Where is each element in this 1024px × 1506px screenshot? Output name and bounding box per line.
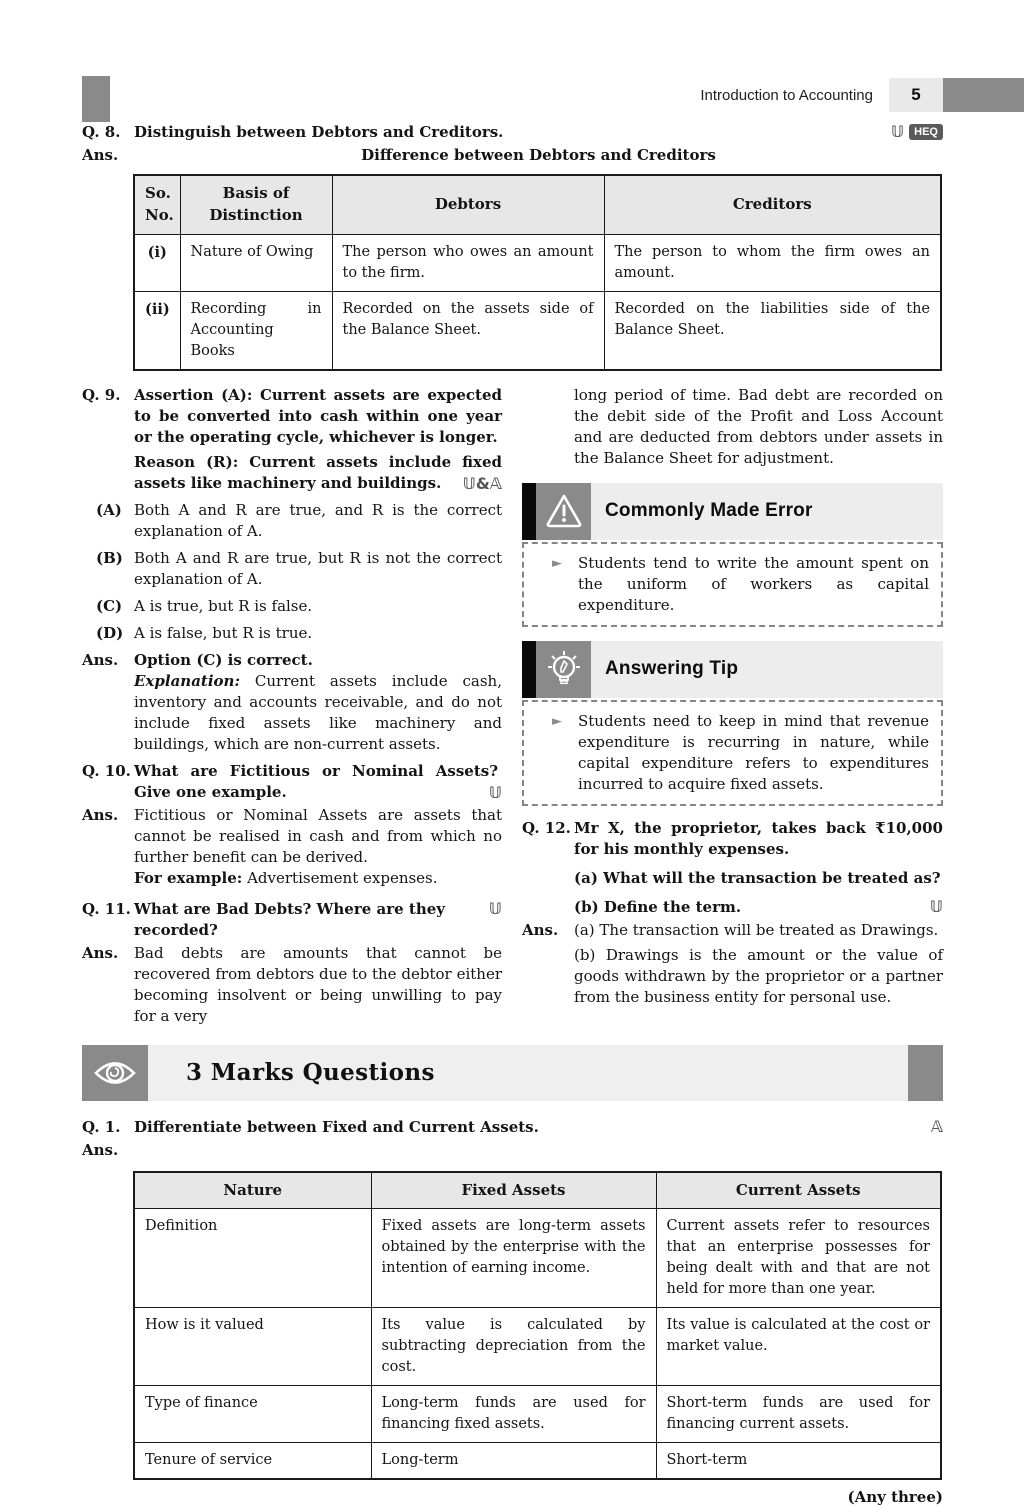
table-footnote: (Any three) [847, 1488, 943, 1506]
answer-10 [82, 805, 502, 889]
understanding-badge: 𝕌 [488, 898, 502, 918]
question-badges [891, 122, 943, 141]
table-header-row [134, 175, 941, 234]
answer-label: Ans. [522, 920, 559, 939]
sub-question-a: (a) What will the transaction be treated as? [574, 868, 941, 887]
heq-badge: HEQ [909, 124, 943, 140]
example-line [134, 868, 502, 889]
cell-creditors: Recorded on the liabilities side of the Balance Sheet. [604, 291, 941, 370]
answer-8-title-row [82, 145, 943, 166]
tip-box-text: Students need to keep in mind that revenue expenditure is recurring in nature, while capital expenditure refers to expenditures incurred to acquire fixed assets. [578, 711, 929, 793]
tip-box-header [522, 641, 943, 698]
option-b [82, 548, 502, 590]
table-row [134, 1308, 941, 1386]
option-text: Both A and R are true, and R is the correct explanation of A. [134, 500, 502, 540]
cell-nature: Definition [134, 1209, 371, 1308]
question-label: Q. 12. [522, 818, 571, 837]
page-header [0, 78, 1024, 112]
answer-label: Ans. [82, 146, 119, 164]
question-label: Q. 1. [82, 1117, 121, 1136]
understanding-application-badge: 𝕌&𝔸 [462, 474, 502, 494]
table-row [134, 1386, 941, 1443]
col-header-current: Current Assets [656, 1172, 941, 1209]
question-text: What are Bad Debts? Where are they recorded? [134, 899, 445, 939]
cell-nature: How is it valued [134, 1308, 371, 1386]
answer-11-continued: long period of time. Bad debt are recorded on the debit side of the Profit and Loss Account and are deducted from debtors under assets in the Balance Sheet for adjustment. [574, 385, 943, 467]
error-box-body [522, 542, 943, 627]
col-header-creditors: Creditors [604, 175, 941, 234]
table-title: Difference between Debtors and Creditors [361, 146, 716, 164]
cell-basis: Nature of Owing [180, 234, 332, 291]
understanding-badge: 𝕌 [890, 122, 905, 141]
table-row [134, 1209, 941, 1308]
answering-tip-box [522, 641, 943, 806]
col-header-sno: So. No. [134, 175, 180, 234]
fixed-current-assets-table [133, 1171, 942, 1481]
cell-creditors: The person to whom the firm owes an amount. [604, 234, 941, 291]
option-text: Both A and R are true, but R is not the correct explanation of A. [134, 548, 502, 588]
cell-current: Short-term funds are used for financing current assets. [656, 1386, 941, 1443]
cell-fixed: Fixed assets are long-term assets obtained by the enterprise with the intention of earning income. [371, 1209, 656, 1308]
cell-debtors: The person who owes an amount to the firm. [332, 234, 604, 291]
understanding-badge: 𝕌 [929, 896, 943, 916]
error-box-text: Students tend to write the amount spent on the uniform of workers as capital expenditure. [578, 553, 929, 614]
question-label: Q. 8. [82, 123, 121, 141]
option-label: (C) [96, 596, 123, 615]
question-label: Q. 9. [82, 385, 121, 404]
option-text: A is false, but R is true. [134, 623, 313, 642]
error-box-title: Commonly Made Error [591, 483, 943, 540]
black-bar [522, 483, 536, 540]
question-label: Q. 10. [82, 761, 131, 780]
header-gray-block [943, 78, 1024, 112]
table-row [134, 291, 941, 370]
answer-text: Fictitious or Nominal Assets are assets that cannot be realised in cash and from which no further benefit can be derived. [134, 805, 502, 866]
answer-label: Ans. [82, 650, 119, 669]
left-column [82, 385, 502, 1027]
application-badge: 𝔸 [930, 1116, 943, 1136]
option-c [82, 596, 502, 617]
explanation-label: Explanation: [134, 671, 240, 690]
explanation-text: Current assets include cash, inventory and accounts receivable, and do not include fixed assets like machinery and buildings, which are non-current assets. [134, 671, 502, 753]
two-column-section [82, 385, 943, 1027]
cell-current: Current assets refer to resources that an enterprise possesses for being dealt with and that are not held for more than one year. [656, 1209, 941, 1308]
cell-nature: Tenure of service [134, 1443, 371, 1480]
option-label: (D) [96, 623, 124, 642]
arrow-bullet-icon: ► [552, 713, 562, 729]
answer-9 [82, 650, 502, 755]
answer-b: (b) Drawings is the amount or the value of goods withdrawn by the proprietor or a partner from the business entity for personal use. [574, 945, 943, 1006]
understanding-badge: 𝕌 [488, 783, 502, 803]
question-10 [82, 761, 502, 803]
page-content [82, 122, 943, 1506]
answer-option: Option (C) is correct. [134, 650, 313, 669]
cell-fixed: Long-term [371, 1443, 656, 1480]
question-3m-1 [82, 1117, 943, 1138]
answer-text: Bad debts are amounts that cannot be recovered from debtors due to the debtor either becoming insolvent or being unwilling to pay for a very [134, 943, 502, 1025]
cell-nature: Type of finance [134, 1386, 371, 1443]
cell-sno: (ii) [134, 291, 180, 370]
question-8 [82, 122, 943, 143]
answer-label: Ans. [82, 943, 119, 962]
question-9 [82, 385, 502, 494]
option-label: (B) [96, 548, 123, 567]
option-a [82, 500, 502, 542]
question-12 [522, 818, 943, 918]
col-header-nature: Nature [134, 1172, 371, 1209]
question-label: Q. 11. [82, 899, 131, 918]
sub-question-b: (b) Define the term. [574, 897, 742, 916]
reason-text: Reason (R): Current assets include fixed assets like machinery and buildings. [134, 452, 502, 492]
right-column [522, 385, 943, 1027]
question-text: What are Fictitious or Nominal Assets? Give one example. [134, 761, 498, 801]
answer-11 [82, 943, 502, 1027]
tip-box-title: Answering Tip [591, 641, 943, 698]
answer-12 [522, 920, 943, 1008]
question-text: Distinguish between Debtors and Creditors. [134, 123, 504, 141]
question-11 [82, 899, 502, 941]
black-bar [522, 641, 536, 698]
col-header-basis: Basis of Distinction [180, 175, 332, 234]
example-label: For example: [134, 868, 243, 887]
section-banner [82, 1045, 943, 1101]
bulb-icon [536, 641, 591, 698]
answer-label: Ans. [82, 805, 119, 824]
col-header-fixed: Fixed Assets [371, 1172, 656, 1209]
commonly-made-error-box [522, 483, 943, 627]
reason-wrap [134, 452, 502, 494]
example-text: Advertisement expenses. [247, 868, 438, 887]
answer-a: (a) The transaction will be treated as Drawings. [574, 920, 939, 939]
debtors-creditors-table [133, 174, 942, 371]
cell-debtors: Recorded on the assets side of the Balance Sheet. [332, 291, 604, 370]
table-row [134, 234, 941, 291]
cell-current: Its value is calculated at the cost or market value. [656, 1308, 941, 1386]
option-d [82, 623, 502, 644]
option-text: A is true, but R is false. [134, 596, 313, 615]
page-header-title: Introduction to Accounting [700, 86, 873, 104]
question-text: Differentiate between Fixed and Current Assets. [134, 1117, 539, 1136]
eye-icon [82, 1045, 148, 1101]
table-row [134, 1443, 941, 1480]
cell-sno: (i) [134, 234, 180, 291]
banner-end-block [908, 1045, 943, 1101]
page-number: 5 [889, 78, 943, 112]
cell-current: Short-term [656, 1443, 941, 1480]
assertion-text: Assertion (A): Current assets are expected to be converted into cash within one year or the operating cycle, whichever is longer. [134, 385, 502, 446]
answer-label: Ans. [82, 1140, 119, 1159]
table-header-row [134, 1172, 941, 1209]
error-box-header [522, 483, 943, 540]
cell-basis: Recording in Accounting Books [180, 291, 332, 370]
arrow-bullet-icon: ► [552, 555, 562, 571]
warning-triangle-icon [536, 483, 591, 540]
tip-box-body [522, 700, 943, 806]
cell-fixed: Long-term funds are used for financing fixed assets. [371, 1386, 656, 1443]
question-text: Mr X, the proprietor, takes back ₹10,000 for his monthly expenses. [574, 818, 943, 858]
answer-3m-1-label-row [82, 1140, 943, 1161]
cell-fixed: Its value is calculated by subtracting depreciation from the cost. [371, 1308, 656, 1386]
col-header-debtors: Debtors [332, 175, 604, 234]
section-title: 3 Marks Questions [148, 1045, 908, 1101]
explanation [134, 671, 502, 755]
option-label: (A) [96, 500, 122, 519]
